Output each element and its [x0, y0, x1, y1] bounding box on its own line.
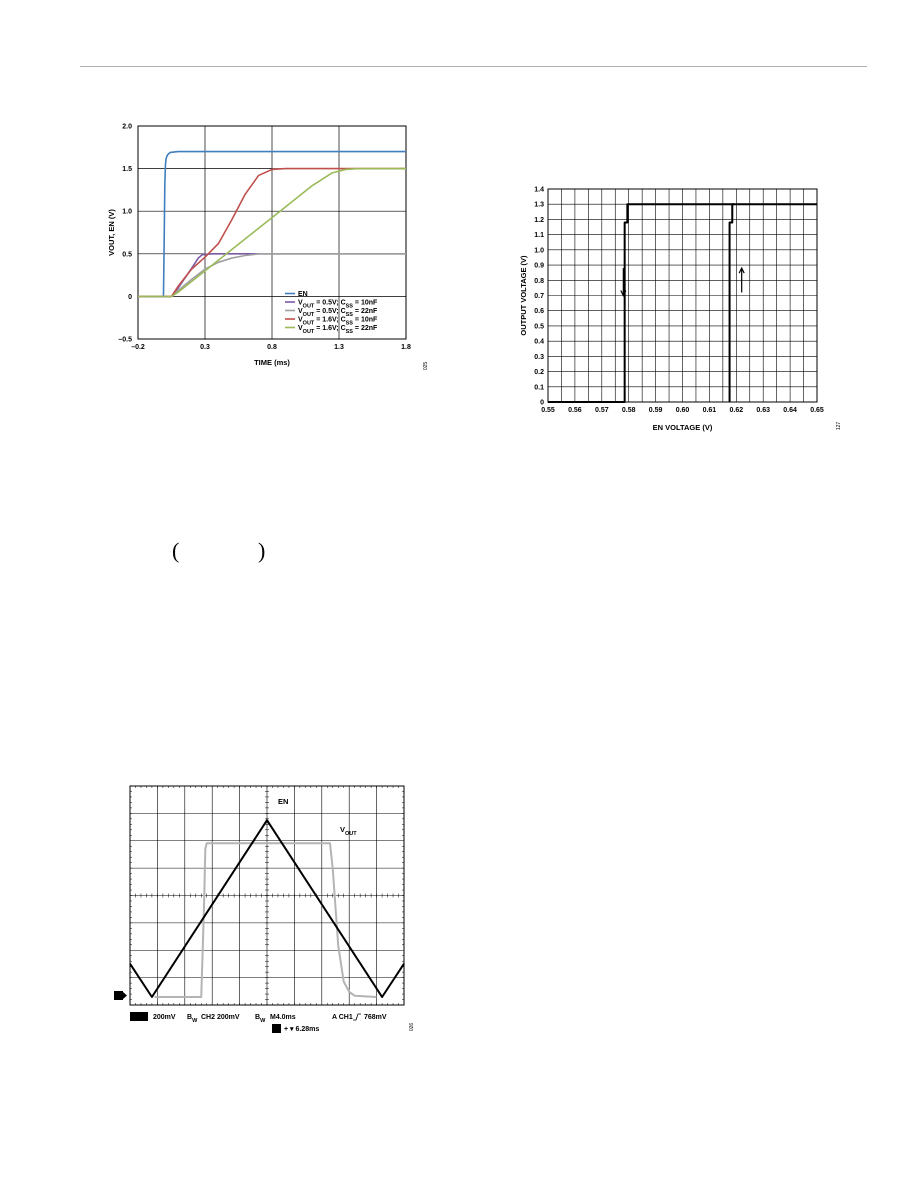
x-tick-label: 0.3	[200, 344, 210, 351]
vout-trace-label: $V_{OUT}$	[340, 825, 357, 837]
y-tick-label: 0.7	[534, 293, 544, 300]
y-axis-label: OUTPUT VOLTAGE (V)	[519, 255, 528, 336]
x-axis-label: TIME (ms)	[254, 358, 290, 367]
x-tick-label: 0.60	[675, 407, 690, 414]
equation-open-paren: (	[172, 538, 180, 563]
x-tick-label: –0.2	[131, 344, 145, 351]
channel-marker-label: 1	[116, 993, 121, 1001]
bandwidth-limit-1: $B_W$	[187, 1014, 198, 1024]
en-trace-label: EN	[278, 797, 289, 806]
trigger-source: A CH1	[332, 1014, 353, 1021]
x-tick-label: 1.3	[334, 344, 344, 351]
ch1-label: CH1	[131, 1014, 147, 1022]
y-tick-label: 1.2	[534, 216, 544, 224]
equation-close-paren: )	[258, 538, 266, 563]
y-tick-label: 0	[128, 293, 132, 301]
x-axis-label: EN VOLTAGE (V)	[652, 423, 713, 432]
y-tick-label: 1.4	[534, 186, 544, 194]
ch1-scale: 200mV	[153, 1014, 176, 1021]
y-tick-label: 0.5	[534, 323, 544, 331]
trigger-edge-icon	[353, 1014, 361, 1020]
y-tick-label: –0.5	[118, 336, 132, 344]
y-tick-label: 0.4	[534, 338, 544, 346]
legend-label: $V_{OUT} = 0.5V$; $C_{SS} = 22nF$	[298, 308, 378, 318]
x-tick-label: 0.55	[541, 407, 555, 414]
figure-number: 025	[423, 361, 429, 371]
y-tick-label: 0.6	[534, 308, 544, 316]
x-tick-label: 0.61	[702, 407, 717, 414]
x-tick-label: 0.58	[621, 407, 636, 414]
y-tick-label: 0.3	[534, 353, 544, 361]
legend-label: $V_{OUT} = 0.5V$; $C_{SS} = 10nF$	[298, 299, 378, 310]
x-tick-label: 1.8	[401, 344, 411, 351]
x-tick-label: 0.8	[267, 344, 277, 351]
trigger-position: + ▾ 6.28ms	[284, 1026, 320, 1033]
y-tick-label: 1.1	[534, 232, 544, 240]
y-tick-label: 0.9	[534, 262, 544, 270]
x-tick-label: 0.64	[783, 407, 797, 414]
figure-number: 026	[409, 1022, 415, 1032]
y-tick-label: 2.0	[122, 123, 132, 131]
t-marker-label: T	[274, 1026, 279, 1034]
y-tick-label: 0.1	[534, 384, 544, 392]
y-tick-label: 1.0	[534, 247, 544, 255]
x-tick-label: 0.63	[756, 407, 771, 414]
trigger-level: 768mV	[364, 1014, 387, 1021]
ch2-scale: CH2 200mV	[201, 1014, 240, 1021]
y-axis-label: VOUT, EN (V)	[107, 209, 116, 256]
x-tick-label: 0.56	[568, 407, 582, 414]
y-tick-label: 0.8	[534, 277, 544, 285]
x-tick-label: 0.65	[810, 407, 824, 414]
bandwidth-limit-2: $B_W$	[255, 1014, 266, 1024]
y-tick-label: 0.2	[534, 369, 544, 377]
x-tick-label: 0.62	[729, 407, 744, 414]
figure-number: 127	[836, 421, 842, 431]
legend-label: $V_{OUT} = 1.6V$; $C_{SS} = 10nF$	[298, 316, 378, 327]
y-tick-label: 1.5	[122, 166, 132, 174]
legend-label: $V_{OUT} = 1.6V$; $C_{SS} = 22nF$	[298, 325, 378, 335]
channel-marker-arrow	[123, 992, 127, 999]
timebase: M4.0ms	[270, 1014, 296, 1021]
x-tick-label: 0.59	[648, 407, 663, 414]
y-tick-label: 1.0	[122, 208, 132, 216]
y-tick-label: 0	[540, 399, 544, 407]
x-tick-label: 0.57	[594, 407, 609, 414]
y-tick-label: 1.3	[534, 201, 544, 209]
y-tick-label: 0.5	[122, 251, 132, 259]
legend-label: EN	[298, 291, 308, 298]
